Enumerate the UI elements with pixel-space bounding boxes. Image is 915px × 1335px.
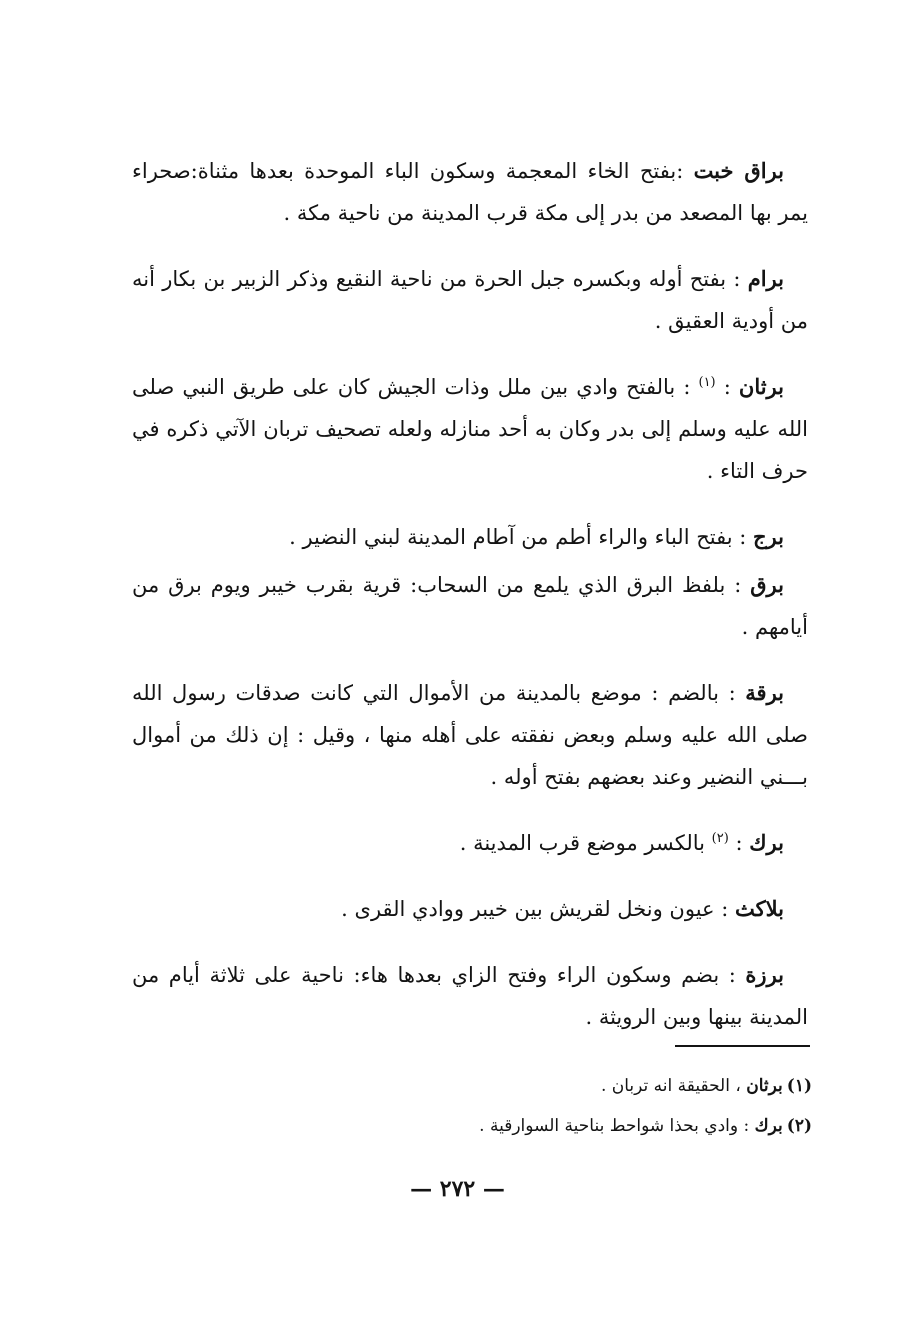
entry-separator: : xyxy=(726,267,748,291)
entry-headword: برق xyxy=(750,572,784,597)
entry-body: بفتح الباء والراء أطم من آطام المدينة لبني النضير . xyxy=(289,525,733,549)
entry-burza xyxy=(132,954,808,1038)
entry-separator: : xyxy=(676,159,694,183)
entry-burqa xyxy=(132,672,808,798)
entry-body: بالكسر موضع قرب المدينة . xyxy=(459,831,712,855)
entry-body: بفتح أوله وبكسره جبل الحرة من ناحية النقيع وذكر الزبير بن بكار أنه من أودية العقيق . xyxy=(132,267,808,333)
entry-separator: : xyxy=(714,897,735,921)
entry-burj xyxy=(132,516,808,558)
entry-headword: برثان xyxy=(738,374,784,399)
entry-body: بالضم : موضع بالمدينة من الأموال التي كانت صدقات رسول الله صلى الله عليه وسلم وبعض نفقته على أهله منها ، وقيل : إن ذلك من أموال بـــني النضير وعند بعضهم بفتح أوله . xyxy=(132,681,808,789)
entry-body: بلفظ البرق الذي يلمع من السحاب: قرية بقرب خيبر ويوم برق من أيامهم . xyxy=(132,573,808,639)
entry-baraq-khabt xyxy=(132,150,808,234)
footnote-divider xyxy=(675,1045,810,1047)
footnote-number: (٢) xyxy=(786,1116,812,1136)
entry-headword: برزة xyxy=(745,962,784,987)
footnote-headword: برثان xyxy=(746,1076,783,1096)
page-number: — ٢٧٢ — xyxy=(410,1176,505,1202)
entry-body: عيون ونخل لقريش بين خيبر ووادي القرى . xyxy=(341,897,715,921)
entry-headword: برام xyxy=(747,266,784,291)
entry-body: بضم وسكون الراء وفتح الزاي بعدها هاء: ناحية على ثلاثة أيام من المدينة بينها وبين الرويثة . xyxy=(132,963,808,1029)
entry-body: : بالفتح وادي بين ملل وذات الجيش كان على طريق النبي صلى الله عليه وسلم إلى بدر وكان به أحد منازله ولعله تصحيف تربان الآتي ذكره في حرف التاء . xyxy=(132,375,808,483)
footnotes xyxy=(380,1066,812,1146)
footnote-2 xyxy=(380,1106,812,1146)
entry-separator: : xyxy=(718,681,746,705)
entry-balakith xyxy=(132,888,808,930)
footnote-number: (١) xyxy=(786,1076,812,1096)
entry-separator: : xyxy=(728,831,750,855)
entry-birthan xyxy=(132,366,808,492)
footnote-1 xyxy=(380,1066,812,1106)
entry-birk xyxy=(132,822,808,864)
footnote-body: : وادي بحذا شواحط بناحية السوارقية . xyxy=(479,1116,755,1136)
entry-separator: : xyxy=(719,963,746,987)
entry-headword: برقة xyxy=(745,680,784,705)
entry-separator: : xyxy=(732,525,753,549)
entry-headword: بلاكث xyxy=(735,896,784,921)
entry-body: بفتح الخاء المعجمة وسكون الباء الموحدة بعدها مثناة:صحراء يمر بها المصعد من بدر إلى مكة قرب المدينة من ناحية مكة . xyxy=(132,159,808,225)
footnote-reference: (١) xyxy=(698,375,716,390)
footnote-body: ، الحقيقة انه تربان . xyxy=(600,1076,747,1096)
entry-headword: براق خبت xyxy=(693,158,784,183)
entries-column xyxy=(132,150,808,1038)
footnote-reference: (٢) xyxy=(711,831,729,846)
entry-headword: برك xyxy=(749,830,784,855)
footnote-headword: برك xyxy=(754,1116,783,1136)
entry-headword: برج xyxy=(753,524,784,549)
entry-separator: : xyxy=(715,375,739,399)
entry-separator: : xyxy=(725,573,751,597)
entry-barq xyxy=(132,564,808,648)
entry-biram xyxy=(132,258,808,342)
